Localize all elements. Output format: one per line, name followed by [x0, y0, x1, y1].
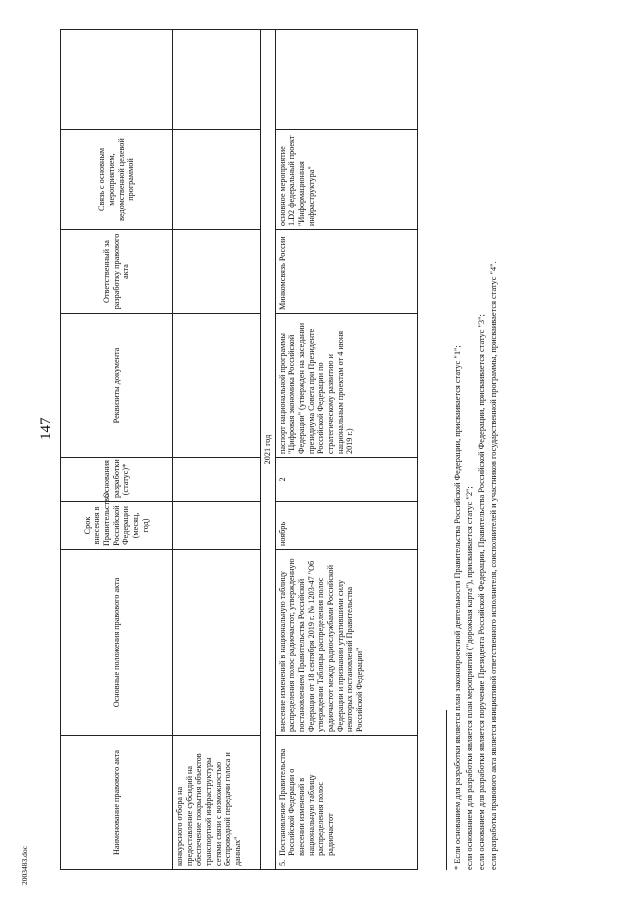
row5-link: основное мероприятие 1.D2 федеральный проект "Информационная инфраструктура"	[275, 130, 417, 230]
footnote-2: если основанием для разработки является план мероприятий ("дорожная карта"), присваивается статус "2";	[464, 486, 474, 870]
header-term: Срок внесения в Правительство Российской Федерации (месяц, год)	[61, 502, 173, 550]
header-name: Наименование правового акта	[61, 736, 173, 870]
footnote-1: * Если основанием для разработки является план законопроектной деятельности Правительства Российской Федерации, присваивается статус "1";	[453, 345, 462, 870]
header-responsible: Ответственный за разработку правового акта	[61, 230, 173, 314]
row5-requisites: паспорт национальной программы "Цифровая экономика Российской Федерации" (утвержден на заседании президиума Совета при Президенте Российской Федерации по стратегическому развитию и национальным проектам от 4 июня 2019 г.)	[275, 314, 417, 458]
year-label: 2021 год	[261, 30, 276, 870]
footnote-4: если разработка правового акта является инициативой ответственного исполнителя, соисполнителей и участников государственной программы, присваивается статус "4".	[488, 261, 498, 870]
row5-provisions: внесение изменений в национальную таблицу распределения полос радиочастот, утвержденную постановлением Правительства Российской Федерации от 18 сентября 2019 г. № 1203-47 "Об утверждении Таблицы распределения полос радиочастот между радиослужбами Российской Федерации и признании утратившими силу некоторых постановлений Правительства Российской Федерации"	[275, 550, 417, 736]
header-empty	[61, 30, 173, 130]
table-row	[275, 30, 417, 870]
header-link: Связь с основным мероприятием, ведомственной целевой программой	[61, 130, 173, 230]
header-provisions: Основные положения правового акта	[61, 550, 173, 736]
footnote-3: если основанием для разработки является поручение Президента Российской Федерации, Правительства Российской Федерации, присваивается статус "3";	[476, 314, 486, 870]
table-row-continuation	[173, 30, 261, 870]
row5-basis: 2	[275, 458, 417, 502]
row5-name-cell	[275, 736, 417, 870]
header-requisites: Реквизиты документа	[61, 314, 173, 458]
footnote-separator	[446, 710, 447, 870]
row5-name: Постановление Правительства Российской Федерации о внесении изменений в национальную таблицу распределения полос радиочастот	[277, 748, 336, 856]
row5-term: ноябрь	[275, 502, 417, 550]
document-code: 2003483.doc	[20, 846, 29, 885]
continuation-name-cell: конкурсного отбора на предоставление субсидий на обеспечение покрытия объектов транспортной инфраструктуры сетями связи с возможностью беспроводной передачи голоса и данных"	[173, 736, 261, 870]
table-header-row	[61, 30, 173, 870]
page-number: 147	[38, 417, 54, 440]
year-row	[261, 30, 276, 870]
rotated-page-content	[60, 10, 620, 870]
legal-acts-table	[60, 29, 418, 870]
row5-responsible: Минкомсвязь России	[275, 230, 417, 314]
header-basis: Основания разработки (статус)*	[61, 458, 173, 502]
footnotes	[452, 30, 500, 870]
row5-number: 5.	[277, 859, 287, 866]
